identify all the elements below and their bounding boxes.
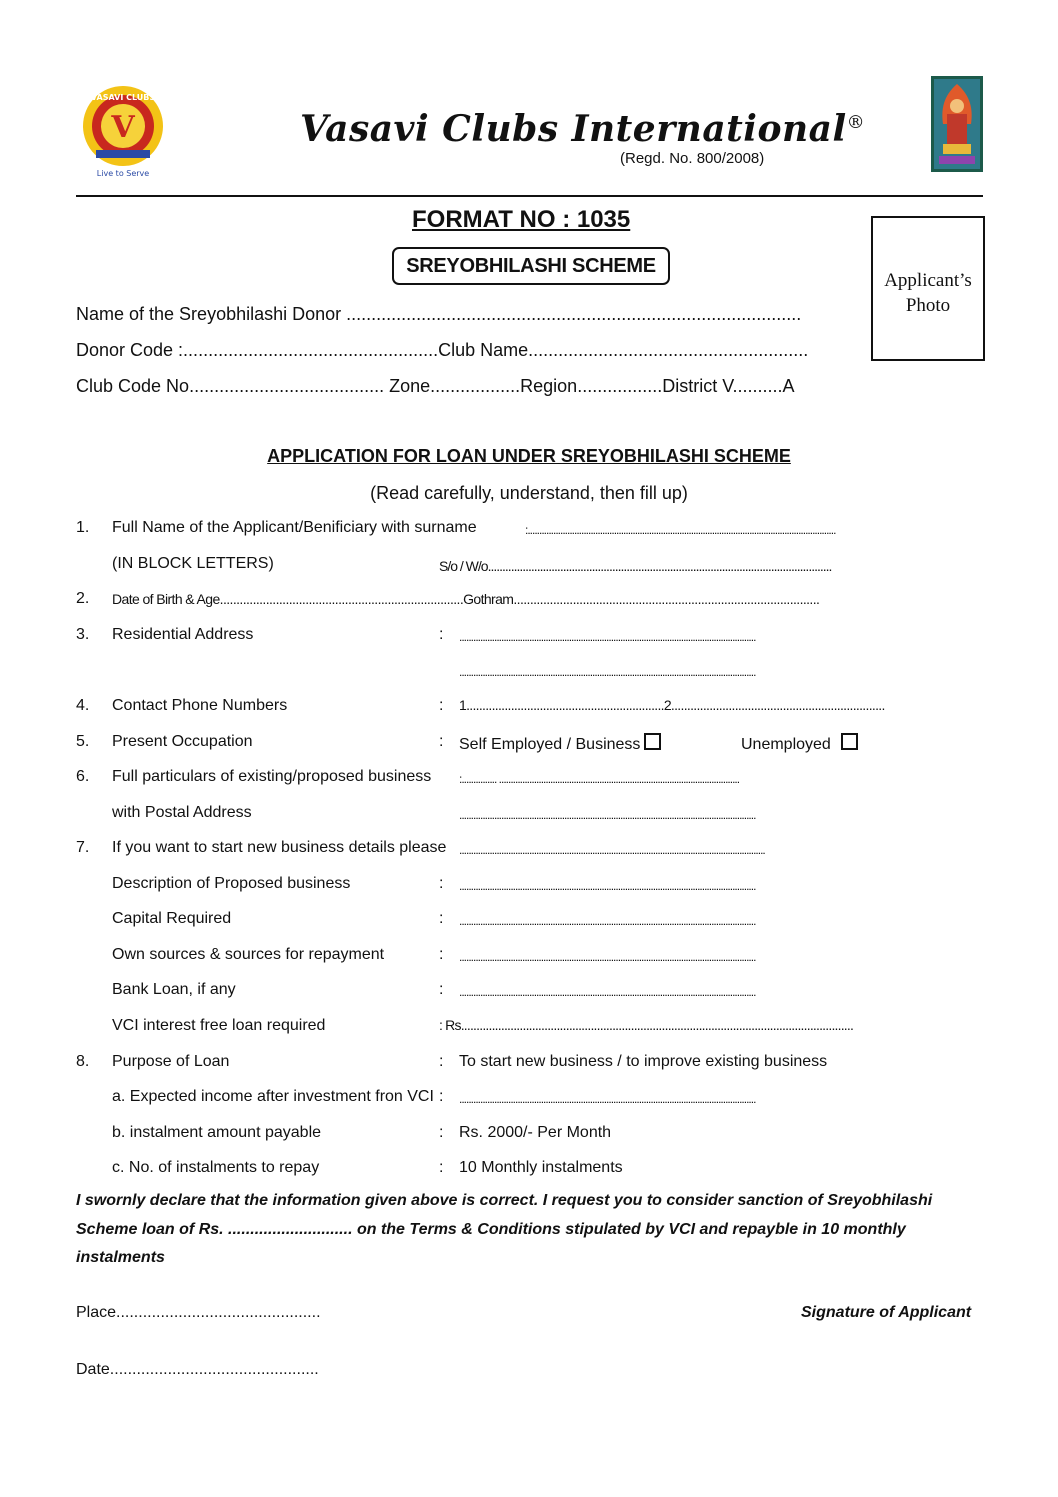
unemployed-checkbox[interactable] (841, 733, 858, 750)
instalment-count-value: 10 Monthly instalments (459, 1159, 623, 1176)
phone-label: Contact Phone Numbers (112, 697, 288, 714)
row-number: 3. (76, 626, 90, 643)
purpose-value: To start new business / to improve existing business (459, 1053, 828, 1070)
logo-letter: V (111, 110, 135, 145)
block-letters-label: (IN BLOCK LETTERS) (112, 555, 274, 572)
header-divider (76, 195, 983, 197)
org-name: Vasavi Clubs International® (300, 108, 866, 150)
business-particulars-field[interactable]: :............... ....................................................................................................... (459, 772, 740, 786)
separator: : (439, 875, 444, 892)
proposed-business-field[interactable]: ............................................................................................................................... (459, 879, 756, 893)
bank-loan-field[interactable]: ............................................................................................................................... (459, 985, 756, 999)
donor-code-field[interactable]: Donor Code :...................................................Club Name........................................................ (76, 340, 809, 360)
new-business-label: If you want to start new business details please (112, 839, 447, 856)
expected-income-field[interactable]: ............................................................................................................................... (459, 1092, 756, 1106)
row-number: 2. (76, 590, 90, 607)
place-field[interactable]: Place.............................................. (76, 1304, 321, 1321)
self-employed-option[interactable] (459, 733, 661, 754)
separator: : (439, 1124, 444, 1141)
business-particulars-label: Full particulars of existing/proposed business (112, 768, 432, 785)
logo-text: VASAVI CLUBS (90, 93, 156, 102)
address-label: Residential Address (112, 626, 254, 643)
instalment-count-label: c. No. of instalments to repay (112, 1159, 320, 1176)
self-employed-checkbox[interactable] (644, 733, 661, 750)
separator: : (439, 697, 444, 714)
deity-image (931, 76, 983, 172)
separator: : (439, 981, 444, 998)
photo-label: Applicant’s (884, 270, 972, 291)
declaration-text: I swornly declare that the information given above is correct. I request you to consider sanction of Sreyobhilashi Scheme loan of Rs. ............................ on the Terms & Conditions stipulated by VCI and repayble in 10 monthly instalments (76, 1192, 933, 1266)
expected-income-label: a. Expected income after investment fron VCI (112, 1088, 434, 1105)
unemployed-option[interactable] (741, 733, 858, 754)
format-number: FORMAT NO : 1035 (412, 206, 631, 233)
instalment-amount-label: b. instalment amount payable (112, 1124, 322, 1141)
occupation-label: Present Occupation (112, 733, 253, 750)
separator: : (439, 1053, 444, 1070)
separator: : (439, 626, 444, 643)
applicant-name-label: Full Name of the Applicant/Benificiary with surname (112, 519, 477, 536)
separator: : (439, 733, 444, 750)
instalment-amount-value: Rs. 2000/- Per Month (459, 1124, 612, 1141)
row-number: 7. (76, 839, 90, 856)
applicant-photo-box[interactable] (871, 216, 985, 361)
applicant-name-field[interactable]: :.................................................................................................................................... (525, 523, 836, 537)
own-sources-label: Own sources & sources for repayment (112, 946, 385, 963)
separator: : (439, 910, 444, 927)
signature-label: Signature of Applicant (801, 1304, 972, 1321)
phone-field[interactable]: 1..............................................................2................................................................... (459, 697, 885, 713)
date-field[interactable]: Date............................................... (76, 1361, 319, 1378)
dob-gothram-field[interactable]: Date of Birth & Age..........................................................................Gothram............................................................................................. (112, 591, 820, 607)
vasavi-logo (76, 84, 170, 180)
own-sources-field[interactable]: ............................................................................................................................... (459, 950, 756, 964)
vci-loan-label: VCI interest free loan required (112, 1017, 326, 1034)
address-field[interactable]: ............................................................................................................................... (459, 630, 756, 644)
purpose-label: Purpose of Loan (112, 1053, 230, 1070)
bank-loan-label: Bank Loan, if any (112, 981, 236, 998)
postal-address-field[interactable]: ............................................................................................................................... (459, 808, 756, 822)
registered-mark: ® (846, 112, 866, 133)
unemployed-label: Unemployed (741, 736, 831, 753)
relation-field[interactable]: S/o / W/o....................................................................................................................... (439, 558, 832, 574)
separator: : (439, 946, 444, 963)
separator: : (439, 1159, 444, 1176)
proposed-business-label: Description of Proposed business (112, 875, 351, 892)
donor-name-field[interactable]: Name of the Sreyobhilashi Donor ........................................................................................... (76, 304, 802, 324)
application-title: APPLICATION FOR LOAN UNDER SREYOBHILASHI SCHEME (267, 446, 791, 466)
vci-loan-field[interactable]: : Rs............................................................................................................................... (439, 1017, 854, 1033)
application-subtitle: (Read carefully, understand, then fill up) (370, 483, 688, 503)
logo-motto: Live to Serve (96, 169, 150, 178)
postal-address-label: with Postal Address (112, 804, 252, 821)
registration-number: (Regd. No. 800/2008) (620, 150, 765, 167)
row-number: 6. (76, 768, 90, 785)
capital-label: Capital Required (112, 910, 232, 927)
club-code-field[interactable]: Club Code No....................................... Zone..................Region.................District V..........A (76, 376, 795, 396)
self-employed-label: Self Employed / Business (459, 736, 641, 753)
row-number: 5. (76, 733, 90, 750)
scheme-title: SREYOBHILASHI SCHEME (392, 247, 670, 285)
row-number: 4. (76, 697, 90, 714)
row-number: 1. (76, 519, 90, 536)
new-business-field[interactable]: ................................................................................................................................... (459, 843, 765, 857)
address-field-line2[interactable]: ............................................................................................................................... (459, 665, 756, 679)
photo-label-2: Photo (905, 295, 951, 316)
separator: : (439, 1088, 444, 1105)
row-number: 8. (76, 1053, 90, 1070)
capital-field[interactable]: ............................................................................................................................... (459, 914, 756, 928)
